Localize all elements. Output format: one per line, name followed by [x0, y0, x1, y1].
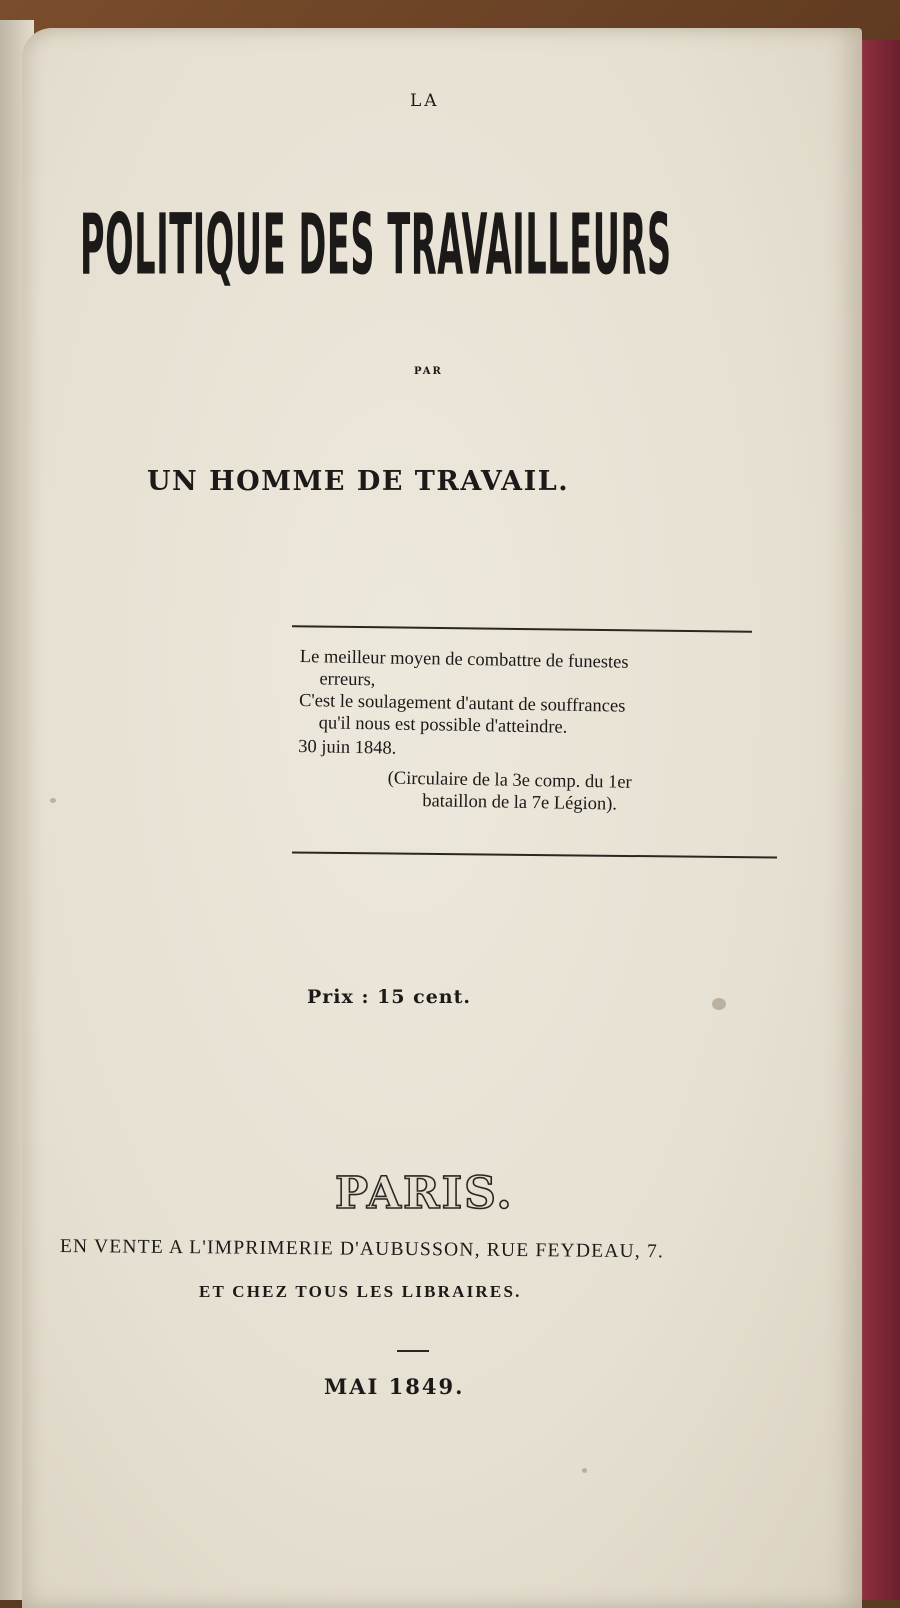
author: UN HOMME DE TRAVAIL.	[147, 466, 570, 497]
title-container	[80, 190, 760, 300]
epigraph-line: qu'il nous est possible d'atteindre.	[318, 713, 568, 738]
imprint-booksellers: ET CHEZ TOUS LES LIBRAIRES.	[199, 1282, 522, 1301]
imprint-city: PARIS.	[335, 1168, 514, 1219]
page-title: POLITIQUE DES TRAVAILLEURS	[80, 196, 672, 294]
epigraph-line: Le meilleur moyen de combattre de funestes	[299, 646, 629, 673]
foxing-spot	[50, 798, 56, 803]
title-article: LA	[410, 91, 440, 111]
byline-par: PAR	[414, 366, 443, 377]
foxing-spot	[712, 998, 726, 1010]
imprint-date: MAI 1849.	[324, 1374, 465, 1399]
price: Prix : 15 cent.	[307, 986, 472, 1008]
epigraph	[297, 646, 780, 818]
imprint-sale: EN VENTE A L'IMPRIMERIE D'AUBUSSON, RUE FEYDEAU, 7.	[59, 1236, 665, 1263]
title-page	[22, 28, 862, 1608]
epigraph-rule-top	[292, 625, 752, 633]
epigraph-date: 30 juin 1848.	[298, 736, 397, 759]
imprint-divider	[397, 1350, 429, 1352]
epigraph-rule-bottom	[292, 851, 777, 858]
foxing-spot	[582, 1468, 587, 1473]
epigraph-source: bataillon de la 7e Légion).	[422, 791, 618, 815]
epigraph-line: erreurs,	[319, 669, 376, 691]
epigraph-source: (Circulaire de la 3e comp. du 1er	[387, 768, 632, 793]
epigraph-line: C'est le soulagement d'autant de souffrances	[298, 690, 626, 717]
